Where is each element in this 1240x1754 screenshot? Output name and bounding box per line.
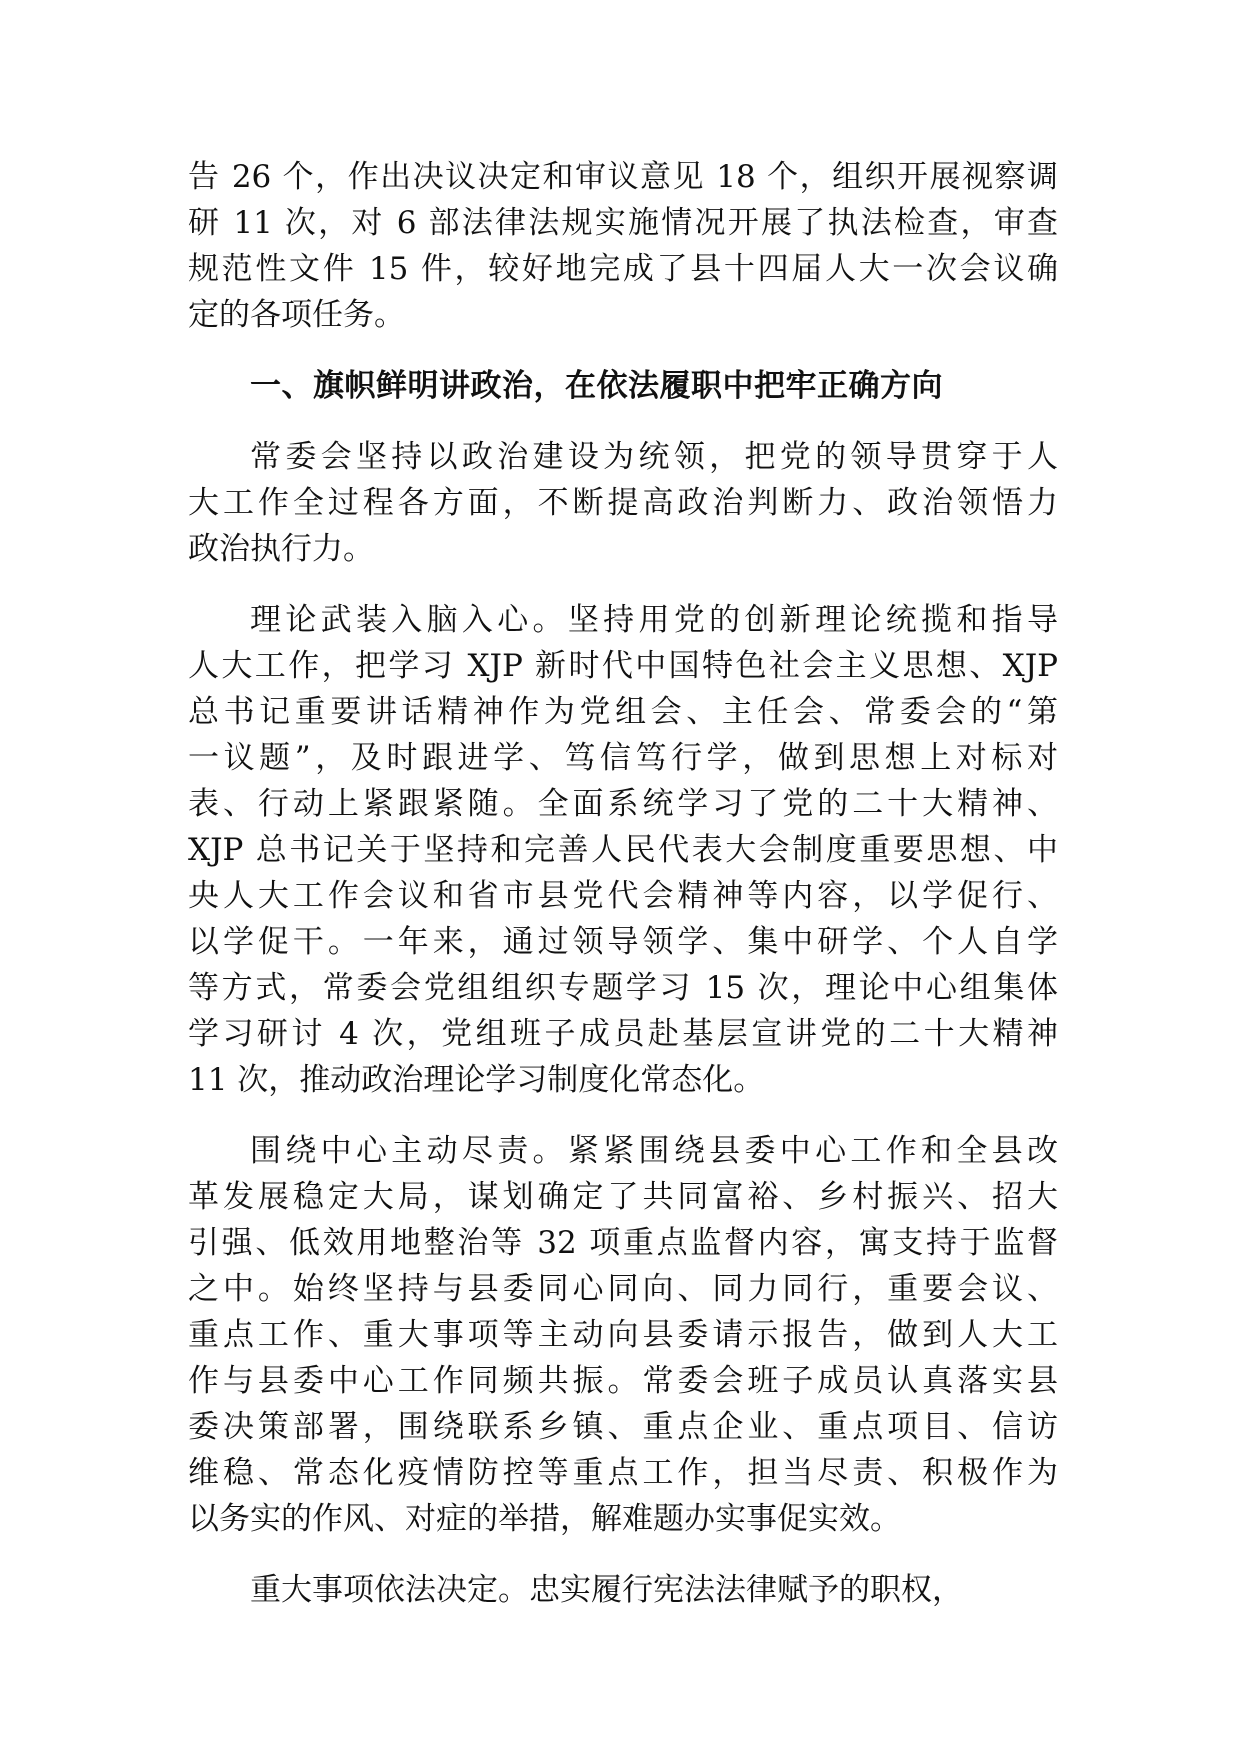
text-line: 以学促干。一年来，通过领导领学、集中研学、个人自学 — [188, 924, 1058, 960]
document-page — [188, 154, 1058, 1638]
text-line: 大工作全过程各方面，不断提高政治判断力、政治领悟力 — [188, 485, 1058, 521]
text-line: 之中。始终坚持与县委同心同向、同力同行，重要会议、 — [188, 1271, 1058, 1307]
text-line: 表、行动上紧跟紧随。全面系统学习了党的二十大精神、 — [188, 786, 1058, 822]
text-line: 围绕中心主动尽责。紧紧围绕县委中心工作和全县改 — [250, 1133, 1058, 1169]
text-line: 研 11 次，对 6 部法律法规实施情况开展了执法检查，审查 — [188, 205, 1058, 241]
text-line: 作与县委中心工作同频共振。常委会班子成员认真落实县 — [188, 1363, 1058, 1399]
paragraph-theory-study — [188, 597, 1058, 1103]
paragraph-intro-continuation — [188, 154, 1058, 338]
text-line: 规范性文件 15 件，较好地完成了县十四届人大一次会议确 — [188, 251, 1058, 287]
text-line: 重点工作、重大事项等主动向县委请示报告，做到人大工 — [188, 1317, 1058, 1353]
text-line: 常委会坚持以政治建设为统领，把党的领导贯穿于人 — [250, 439, 1058, 475]
text-line: 人大工作，把学习 XJP 新时代中国特色社会主义思想、XJP — [188, 648, 1058, 684]
text-line: 委决策部署，围绕联系乡镇、重点企业、重点项目、信访 — [188, 1409, 1058, 1445]
text-line: 一议题”，及时跟进学、笃信笃行学，做到思想上对标对 — [188, 740, 1058, 776]
text-line: 央人大工作会议和省市县党代会精神等内容，以学促行、 — [188, 878, 1058, 914]
text-line: 理论武装入脑入心。坚持用党的创新理论统揽和指导 — [250, 602, 1058, 638]
text-line: 重大事项依法决定。忠实履行宪法法律赋予的职权， — [250, 1572, 963, 1608]
text-line: 等方式，常委会党组组织专题学习 15 次，理论中心组集体 — [188, 970, 1058, 1006]
text-line: XJP 总书记关于坚持和完善人民代表大会制度重要思想、中 — [188, 832, 1058, 868]
text-line: 维稳、常态化疫情防控等重点工作，担当尽责、积极作为 — [188, 1455, 1058, 1491]
text-line: 引强、低效用地整治等 32 项重点监督内容，寓支持于监督 — [188, 1225, 1058, 1261]
text-line: 定的各项任务。 — [188, 297, 405, 333]
paragraph-section-overview — [188, 434, 1058, 572]
text-line: 革发展稳定大局，谋划确定了共同富裕、乡村振兴、招大 — [188, 1179, 1058, 1215]
section-heading-text: 一、旗帜鲜明讲政治，在依法履职中把牢正确方向 — [250, 368, 943, 404]
text-line: 11 次，推动政治理论学习制度化常态化。 — [188, 1062, 765, 1098]
text-line: 以务实的作风、对症的举措，解难题办实事促实效。 — [188, 1501, 901, 1537]
paragraph-center-work — [188, 1128, 1058, 1542]
text-line: 总书记重要讲话精神作为党组会、主任会、常委会的“第 — [188, 694, 1058, 730]
paragraph-major-matters — [188, 1567, 1058, 1613]
text-line: 政治执行力。 — [188, 531, 374, 567]
text-line: 学习研讨 4 次，党组班子成员赴基层宣讲党的二十大精神 — [188, 1016, 1058, 1052]
section-heading — [188, 363, 1058, 409]
text-line: 告 26 个，作出决议决定和审议意见 18 个，组织开展视察调 — [188, 159, 1058, 195]
